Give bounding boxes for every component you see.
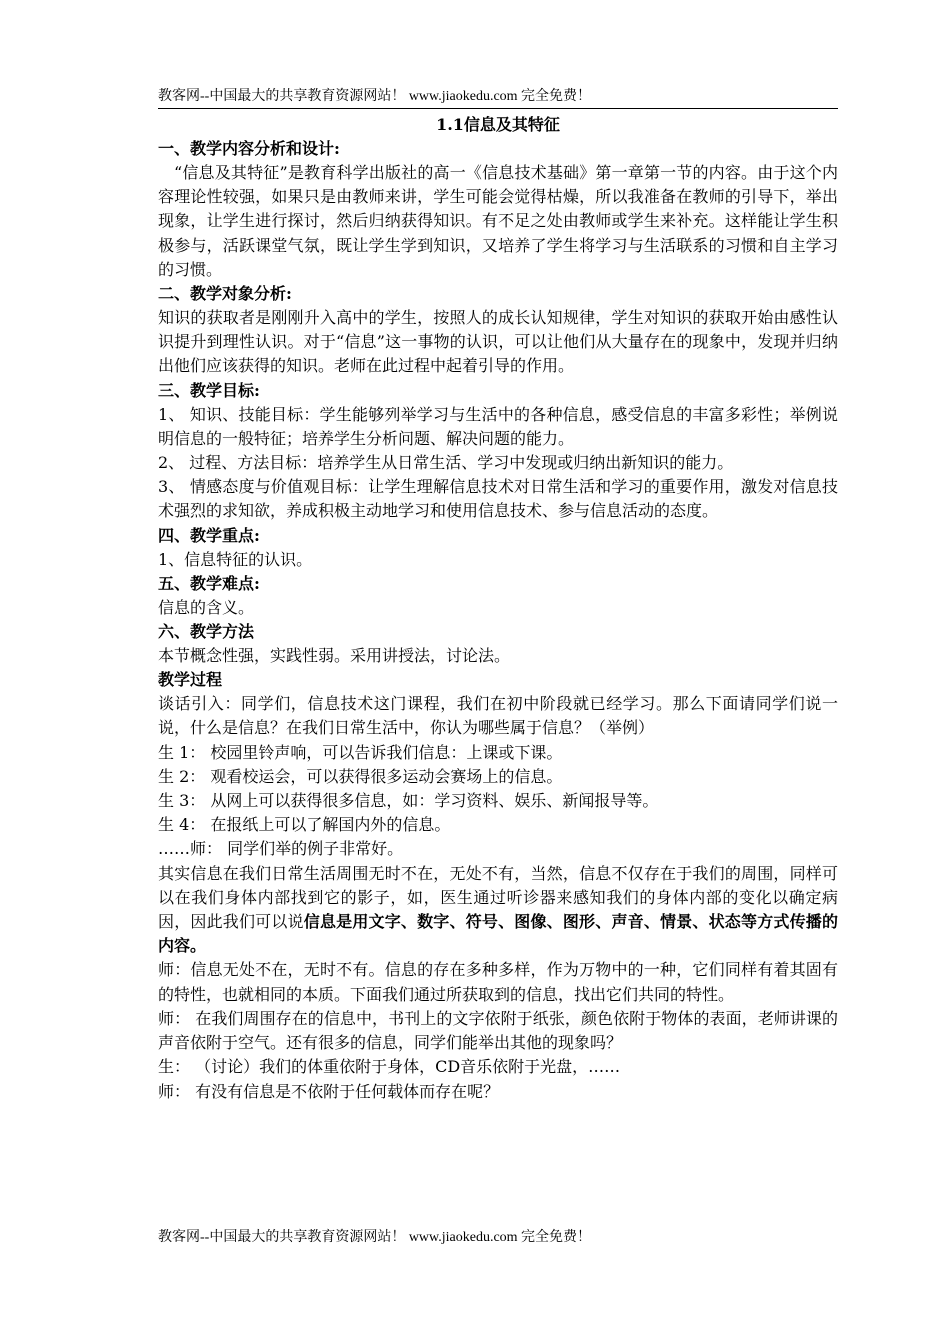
page-header: 教客网--中国最大的共享教育资源网站！ www.jiaokedu.com 完全免费！ <box>158 86 838 109</box>
paragraph: 本节概念性强，实践性弱。采用讲授法，讨论法。 <box>158 646 511 666</box>
document-title: 1.1信息及其特征 <box>436 115 560 134</box>
paragraph: 生 2： 观看校运会，可以获得很多运动会赛场上的信息。 <box>158 766 563 786</box>
paragraph: 谈话引入：同学们，信息技术这门课程，我们在初中阶段就已经学习。那么下面请同学们说一说，什么是信息？在我们日常生活中，你认为哪些属于信息？（举例） <box>158 694 838 738</box>
section-heading: 教学过程 <box>158 670 223 690</box>
document-page <box>158 86 838 1104</box>
section-heading: 四、教学重点: <box>158 525 260 545</box>
paragraph: “信息及其特征”是教育科学出版社的高一《信息技术基础》第一章第一节的内容。由于这个内容理论性较强，如果只是由教师来讲，学生可能会觉得枯燥，所以我准备在教师的引导下，举出现象，让学生进行探讨，然后归纳获得知识。有不足之处由教师或学生来补充。这样能让学生积极参与，活跃课堂气氛，既让学生学到知识，又培养了学生将学习与生活联系的习惯和自主学习的习惯。 <box>158 163 838 279</box>
section-heading: 五、教学难点: <box>158 573 260 593</box>
paragraph: 生 4： 在报纸上可以了解国内外的信息。 <box>158 815 451 835</box>
list-item: 3、 情感态度与价值观目标：让学生理解信息技术对日常生活和学习的重要作用，激发对信息技术强烈的求知欲，养成积极主动地学习和使用信息技术、参与信息活动的态度。 <box>158 477 838 521</box>
paragraph: 知识的获取者是刚刚升入高中的学生，按照人的成长认知规律，学生对知识的获取开始由感性认识提升到理性认识。对于“信息”这一事物的认识，可以让他们从大量存在的现象中，发现并归纳出他们应该获得的知识。老师在此过程中起着引导的作用。 <box>158 308 838 376</box>
section-heading: 二、教学对象分析: <box>158 284 292 304</box>
page-footer: 教客网--中国最大的共享教育资源网站！ www.jiaokedu.com 完全免费！ <box>158 1230 592 1245</box>
paragraph <box>158 862 838 959</box>
section-heading: 六、教学方法 <box>158 622 255 642</box>
paragraph: 生 1： 校园里铃声响，可以告诉我们信息：上课或下课。 <box>158 742 563 762</box>
section-heading: 一、教学内容分析和设计: <box>158 139 340 158</box>
paragraph: 师： 有没有信息是不依附于任何载体而存在呢？ <box>158 1081 500 1101</box>
paragraph: 生 3： 从网上可以获得很多信息，如：学习资料、娱乐、新闻报导等。 <box>158 791 659 811</box>
paragraph: 1、信息特征的认识。 <box>158 549 313 569</box>
paragraph-text: 其实信息在我们日常生活周围无时不在，无处不有，当然，信息不仅存在于我们的周围，同样可以在我们身体内部找到它的影子，如，医生通过听诊器来感知我们的身体内部的变化以确定病因，因此我们可以说 <box>158 863 838 932</box>
paragraph: 生： （讨论）我们的体重依附于身体，CD音乐依附于光盘，…… <box>158 1057 621 1077</box>
list-item: 1、 知识、技能目标：学生能够列举学习与生活中的各种信息，感受信息的丰富多彩性；举例说明信息的一般特征；培养学生分析问题、解决问题的能力。 <box>158 404 838 448</box>
paragraph: 师： 在我们周围存在的信息中，书刊上的文字依附于纸张，颜色依附于物体的表面，老师讲课的声音依附于空气。还有很多的信息，同学们能举出其他的现象吗？ <box>158 1008 838 1053</box>
paragraph: 信息的含义。 <box>158 597 255 617</box>
paragraph: ……师： 同学们举的例子非常好。 <box>158 839 404 859</box>
paragraph: 师：信息无处不在，无时不有。信息的存在多种多样，作为万物中的一种，它们同样有着其固有的特性，也就相同的本质。下面我们通过所获取到的信息，找出它们共同的特性。 <box>158 960 838 1004</box>
list-item: 2、 过程、方法目标：培养学生从日常生活、学习中发现或归纳出新知识的能力。 <box>158 453 734 473</box>
bold-definition: 信息是用文字、数字、符号、图像、图形、声音、情景、状态等方式传播的内容。 <box>158 912 838 956</box>
section-heading: 三、教学目标: <box>158 380 260 400</box>
